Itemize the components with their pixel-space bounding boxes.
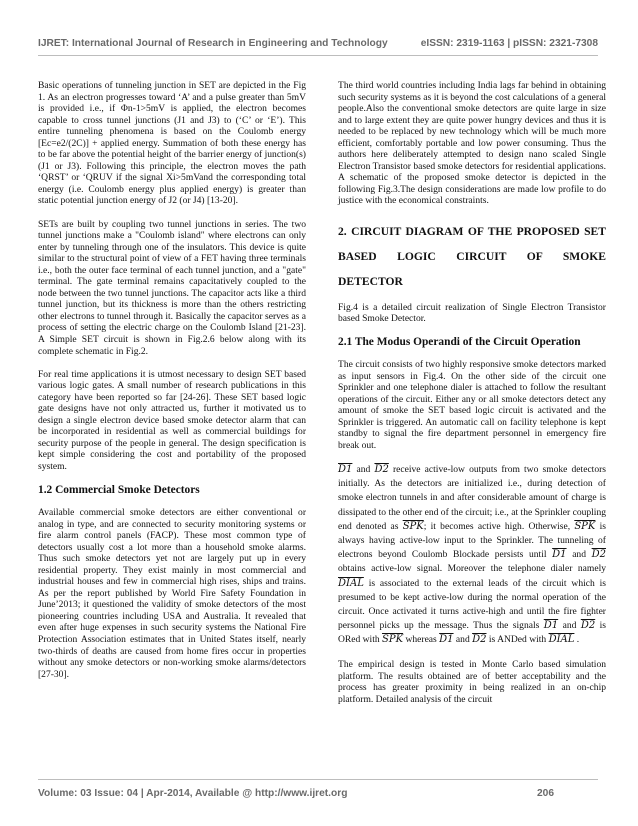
paragraph: Basic operations of tunneling junction in SET are depicted in the Fig 1. As an electron progresses toward ‘A’ and a pulse greater than 5mV is provided i.e., if Φn-1>5mV is applied, the electron becomes capable to cross tunnel junctions (J1 and J3) to (‘C’ or ‘E’). This entire tunneling phenomena is based on the Coulomb energy [Ec=e2/(2C)] + applied energy. Summation of both these energy has to be far above the potential height of the barrier energy of junction(s) (J1 or J3). Following this principle, the electron moves the path ‘QRST’ or ‘QRUV if the signal Xi>5mVand the corresponding total energy (i.e. Coulomb energy plus applied energy) is greater than static potential junction energy of J2 (or J4) [13-20].	[38, 80, 306, 207]
section-heading-2	[338, 219, 606, 294]
running-header	[38, 38, 598, 49]
paragraph-with-signals: D1 and D2 receive active-low outputs from two smoke detectors initially. As the detectors are initialized i.e., during detection of smoke electron tunnels in and after considerable amount of charge is dissipated to the other end of the circuit; i.e., at the Sprinkler coupling end denoted as $\overline{SPK}$; it becomes active high. Otherwise, $\overline{SPK}$ is always having active-low input to the Sprinkler. The tunneling of electrons beyond Coulomb Blockade persists until D1 and D2 obtains active-low signal. Moreover the telephone dialer namely DIAL is associated to the external leads of the circuit which is presumed to be kept active-low during the normal operation of the circuit. Once activated it turns active-high and until the fire fighter personnel picks up the message. Thus the signals D1 and D2 is ORed with $\overline{SPK}$ whereas D1 and D2 is ANDed with DIAL .	[338, 463, 607, 646]
paragraph: The empirical design is tested in Monte Carlo based simulation platform. The results obtained are of better acceptability and the process has greater proximity in being realized in an on-chip platform. Detailed analysis of the circuit	[338, 659, 606, 705]
signal-dial: DIAL	[338, 577, 364, 589]
right-column	[338, 80, 606, 717]
footer-rule	[38, 779, 598, 780]
signal-d1: D1	[552, 549, 567, 561]
paragraph: SETs are built by coupling two tunnel junctions in series. The two tunnel junctions make a "Coulomb island" where electrons can only enter by tunneling through one of the insulators. This device is quite similar to the structural point of view of a FET having three terminals i.e., both the outer face terminal of each tunnel junction, and a "gate" terminal. The gate terminal remains capacitatively coupled to the node between the two tunnel junctions. The capacitor acts like a third tunnel junction, but its thickness is more than the others restricting other electrons to tunnel through it. Basically the capacitor serves as a process of setting the electric charge on the Coulomb Island [21-23]. A Simple SET circuit is shown in Fig.2.6 below along with its complete schematic in Fig.2.	[38, 218, 306, 357]
paragraph: The third world countries including India lags far behind in obtaining such security systems as it is beyond the cost calculations of a general people.Also the conventional smoke detectors are quite large in size and to large extent they are quite power hungry devices and thus it is needed to be replaced by new technology which will be much more efficient, comfortably portable and low power consuming. Thus the authors here deliberately attempted to design nano scaled Single Electron Transistor based smoke detectors for residential applications. A schematic of the proposed smoke detector is depicted in the following Fig.3.The design considerations are made low profile to do justice with the economical constraints.	[338, 80, 606, 207]
left-column	[38, 80, 306, 692]
signal-d2: D2	[580, 620, 596, 632]
section-heading-2-last: DETECTOR	[338, 274, 403, 288]
paragraph: Available commercial smoke detectors are either conventional or analog in type, and are connected to security monitoring systems or fire alarm control panels (FACP). These most common type of detectors usually cost a lot more than a household smoke alarms. Thus such smoke detectors yet not are largely put up in every residential property. They exist mainly in most commercial and industrial houses and few in commercial high rises, ships and trains. As per the report published by World Fire Safety Foundation in June’2013; it questioned the validity of smoke detectors of the most pioneering countries including USA and Australia. It revealed that even after huge expenses in such security systems the National Fire Protection Association estimates that in United States itself, nearly two-thirds of deaths are caused from home fires occur in properties without any smoke detectors or non-working smoke alarms/detectors [27-30].	[38, 507, 306, 680]
issn: eISSN: 2319-1163 | pISSN: 2321-7308	[420, 38, 598, 49]
page-header	[0, 0, 638, 70]
signal-d1: D1	[543, 620, 559, 632]
signal-spk: $\overline{SPK}$	[574, 520, 596, 532]
page-footer	[38, 788, 598, 799]
paragraph: Fig.4 is a detailed circuit realization of Single Electron Transistor based Smoke Detector.	[338, 301, 606, 325]
header-rule	[38, 55, 598, 56]
signal-d2: D2	[591, 549, 607, 561]
section-heading-2-1: 2.1 The Modus Operandi of the Circuit Operation	[338, 336, 581, 349]
journal-name: IJRET: International Journal of Research in Engineering and Technology	[38, 38, 388, 49]
signal-d1: D1	[439, 634, 454, 646]
page-number: 206	[537, 788, 554, 799]
section-heading-1-2: 1.2 Commercial Smoke Detectors	[38, 484, 200, 496]
signal-spk: $\overline{SPK}$	[402, 520, 424, 532]
paragraph: For real time applications it is utmost necessary to design SET based various logic gates. A small number of research publications in this category have been reported so far [24-26]. These SET based logic gate designs have not only attracted us, further it motivated us to design a single electron device based smoke detector alarm that can be incorporated in residential as well as commercial buildings for security purpose of the people in general. The design specification is kept simple considering the cost and portability of the proposed system.	[38, 368, 306, 472]
signal-d2: D2	[374, 463, 389, 475]
section-heading-2-line: 2. CIRCUIT DIAGRAM OF THE PROPOSED SET BASED LOGIC CIRCUIT OF SMOKE	[338, 224, 606, 263]
signal-d1: D1	[338, 463, 353, 475]
volume-info: Volume: 03 Issue: 04 | Apr-2014, Available @ http://www.ijret.org	[38, 788, 348, 799]
signal-d2: D2	[472, 634, 487, 646]
signal-spk: $\overline{SPK}$	[382, 634, 404, 646]
signal-dial: DIAL	[548, 634, 575, 646]
paragraph: The circuit consists of two highly responsive smoke detectors marked as input sensors in Fig.4. On the other side of the circuit one Sprinkler and one telephone dialer is attached to follow the resultant operations of the circuit. Either any or all smoke detectors detect any amount of smoke the SET based logic circuit is activated and the Sprinkler is triggered. An automatic call on facility telephone is kept standby to signal the fire department personnel in emergency fire break out.	[338, 359, 606, 451]
